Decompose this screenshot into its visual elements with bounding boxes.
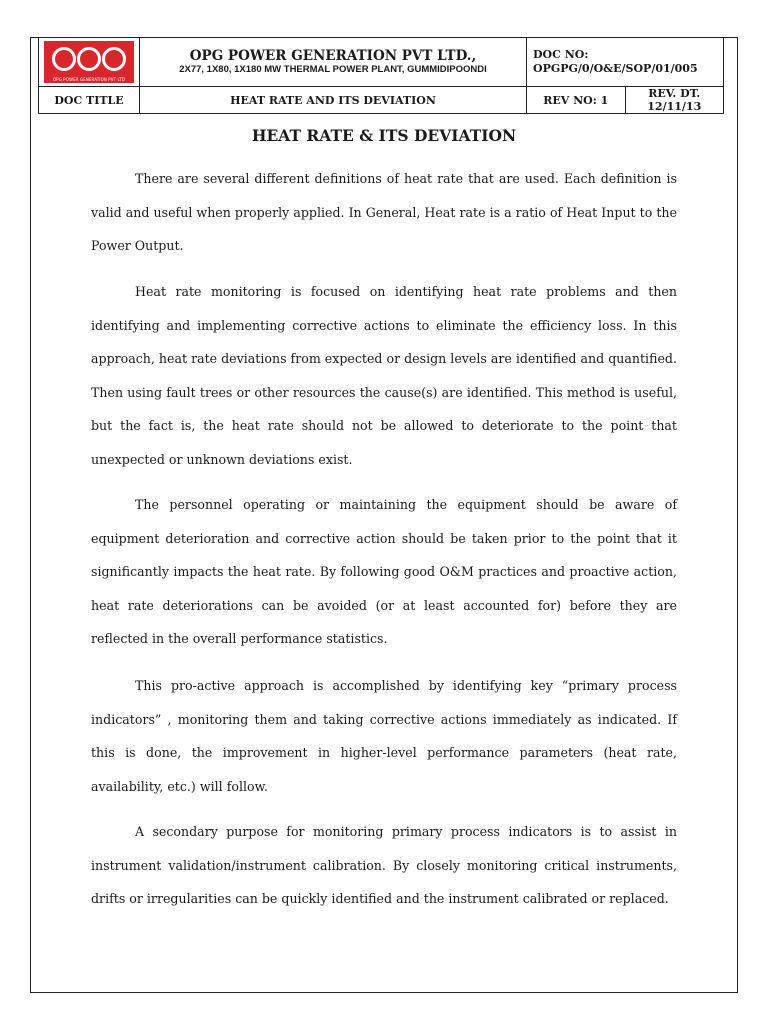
doc-no-label: DOC NO:: [533, 48, 589, 61]
doc-title-value: HEAT RATE AND ITS DEVIATION: [140, 87, 527, 114]
plant-description: 2X77, 1X80, 1X180 MW THERMAL POWER PLANT, GUMMIDIPOONDI: [179, 63, 487, 75]
logo-cell: [39, 38, 140, 87]
doc-no-value: OPGPG/0/O&E/SOP/01/005: [533, 62, 698, 75]
paragraph: There are several different definitions of heat rate that are used. Each definition is valid and useful when properly applied. In General, Heat rate is a ratio of Heat Input to the Power Output.: [91, 171, 677, 253]
logo-tagline: OPG POWER GENERATION PVT LTD: [52, 77, 126, 82]
paragraph: The personnel operating or maintaining the equipment should be aware of equipment deterioration and corrective action should be taken prior to the point that it significantly impacts the heat rate. By following good O&M practices and proactive action, heat rate deteriorations can be avoided (or at least accounted for) before they are reflected in the overall performance statistics.: [91, 497, 677, 646]
paragraph: Heat rate monitoring is focused on identifying heat rate problems and then identifying and implementing corrective actions to eliminate the efficiency loss. In this approach, heat rate deviations from expected or design levels are identified and quantified. Then using fault trees or other resources the cause(s) are identified. This method is useful, but the fact is, the heat rate should not be allowed to deteriorate to the point that unexpected or unknown deviations exist.: [91, 284, 677, 467]
doc-title-label: DOC TITLE: [39, 87, 140, 114]
rev-no: REV NO: 1: [527, 87, 626, 114]
company-name: OPG POWER GENERATION PVT LTD.,: [189, 47, 477, 64]
rev-date: REV. DT. 12/11/13: [625, 87, 724, 114]
paragraph: A secondary purpose for monitoring primary process indicators is to assist in instrument validation/instrument calibration. By closely monitoring critical instruments, drifts or irregularities can be quickly identified and the instrument calibrated or replaced.: [91, 824, 677, 906]
document-heading: HEAT RATE & ITS DEVIATION: [251, 126, 517, 145]
doc-no-cell: [527, 38, 724, 87]
opg-logo: [44, 41, 134, 83]
document-header-table: [38, 37, 724, 114]
paragraph: This pro-active approach is accomplished by identifying key “primary process indicators” , monitoring them and taking corrective actions immediately as indicated. If this is done, the improvement in higher-level performance parameters (heat rate, availability, etc.) will follow.: [91, 678, 677, 794]
company-cell: [140, 38, 527, 87]
